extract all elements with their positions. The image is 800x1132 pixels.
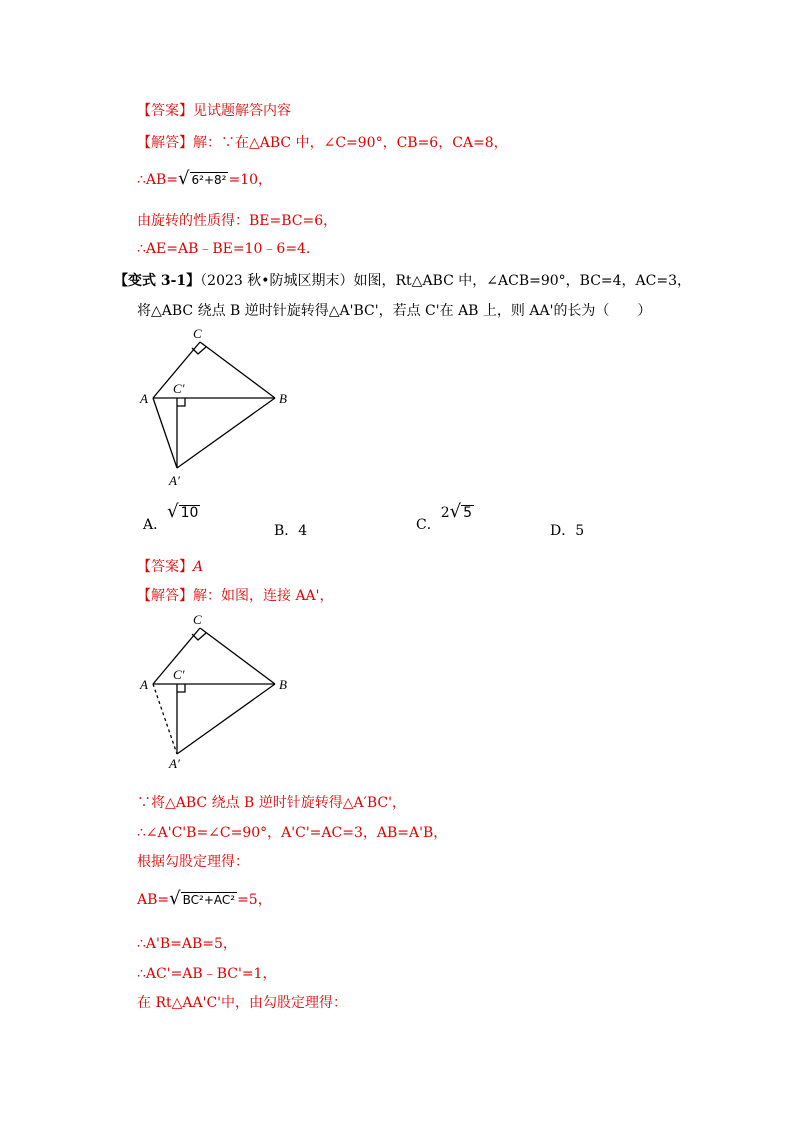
option-b-letter: B． <box>274 523 299 539</box>
sqrt-expression: √ 6²+8² <box>178 168 227 189</box>
option-b[interactable] <box>274 520 307 540</box>
sqrt-expression-2: √ BC²+AC² <box>169 888 236 909</box>
answer2-text: A <box>193 559 204 575</box>
answer-label: 【答案】 <box>137 103 193 119</box>
option-c-letter: C． <box>416 517 441 533</box>
solution2-line-7: 在 Rt△AA'C'中，由勾股定理得： <box>137 995 348 1011</box>
label-c-prime: C′ <box>173 381 185 396</box>
solution2-line-5: ∴A'B=AB=5， <box>137 936 237 952</box>
answer-text: 见试题解答内容 <box>193 103 291 119</box>
label-c-2: C <box>193 612 202 627</box>
formula-suffix: =10， <box>228 172 273 188</box>
solution2-line-4 <box>137 888 272 909</box>
answer2-label: 【答案】 <box>137 559 193 575</box>
option-d[interactable] <box>550 520 584 540</box>
option-b-value: 4 <box>298 523 308 539</box>
problem-stem-1 <box>114 270 691 290</box>
solution-label: 【解答】 <box>137 135 193 151</box>
label-a-2: A <box>140 677 148 692</box>
label-b: B <box>279 391 287 406</box>
label-a: A <box>140 391 148 406</box>
problem-source: （2023 秋•防城区期末） <box>200 273 354 289</box>
solution2-intro-text: 解：如图，连接 AA'， <box>193 588 334 604</box>
solution2-line-6: ∴AC'=AB﹣BC'=1， <box>137 966 277 982</box>
formula-prefix: ∴AB= <box>137 172 179 188</box>
option-d-value: 5 <box>575 523 585 539</box>
answer-line-1 <box>137 100 291 120</box>
problem-text: 如图，Rt△ABC 中，∠ACB=90°，BC=4，AC=3， <box>353 273 692 289</box>
label-a-prime: A′ <box>169 473 180 488</box>
solution-line-1 <box>137 132 508 152</box>
formula2-prefix: AB= <box>137 892 170 908</box>
problem-tag: 【变式 3-1】 <box>114 273 201 289</box>
option-a[interactable] <box>143 501 200 534</box>
option-c-value: 2√ 5 <box>440 501 473 522</box>
triangle-figure-1 <box>135 320 305 495</box>
option-a-value: √ 10 <box>167 501 199 522</box>
option-d-letter: D． <box>550 523 576 539</box>
option-a-radicand: 10 <box>180 505 199 521</box>
solution2-line-1: ∵将△ABC 绕点 B 逆时针旋转得△A′BC'， <box>137 795 406 811</box>
problem-stem-2: 将△ABC 绕点 B 逆时针旋转得△A'BC'，若点 C'在 AB 上，则 AA'的长为（ ） <box>137 303 652 319</box>
label-c-prime-2: C′ <box>173 667 185 682</box>
label-a-prime-2: A′ <box>169 756 180 771</box>
solution-line-2 <box>137 168 272 189</box>
solution2-intro <box>137 585 334 605</box>
answer-line-2 <box>137 556 203 576</box>
solution2-label: 【解答】 <box>137 588 193 604</box>
option-c[interactable] <box>416 501 474 534</box>
label-b-2: B <box>279 677 287 692</box>
formula2-suffix: =5， <box>237 892 272 908</box>
radicand-2: BC²+AC² <box>182 893 236 907</box>
option-c-coef: 2 <box>440 505 450 521</box>
solution-text: 解：∵在△ABC 中，∠C=90°，CB=6，CA=8， <box>193 135 508 151</box>
solution-line-3: 由旋转的性质得：BE=BC=6， <box>137 213 338 229</box>
triangle-figure-2 <box>135 606 305 781</box>
option-c-radicand: 5 <box>463 505 473 521</box>
option-a-letter: A． <box>143 517 168 533</box>
solution2-line-3: 根据勾股定理得： <box>137 854 249 870</box>
solution2-line-2: ∴∠A'C'B=∠C=90°，A'C'=AC=3，AB=A'B， <box>137 825 448 841</box>
solution-line-4: ∴AE=AB﹣BE=10﹣6=4． <box>137 241 320 257</box>
label-c: C <box>193 326 202 341</box>
radicand: 6²+8² <box>191 173 227 187</box>
